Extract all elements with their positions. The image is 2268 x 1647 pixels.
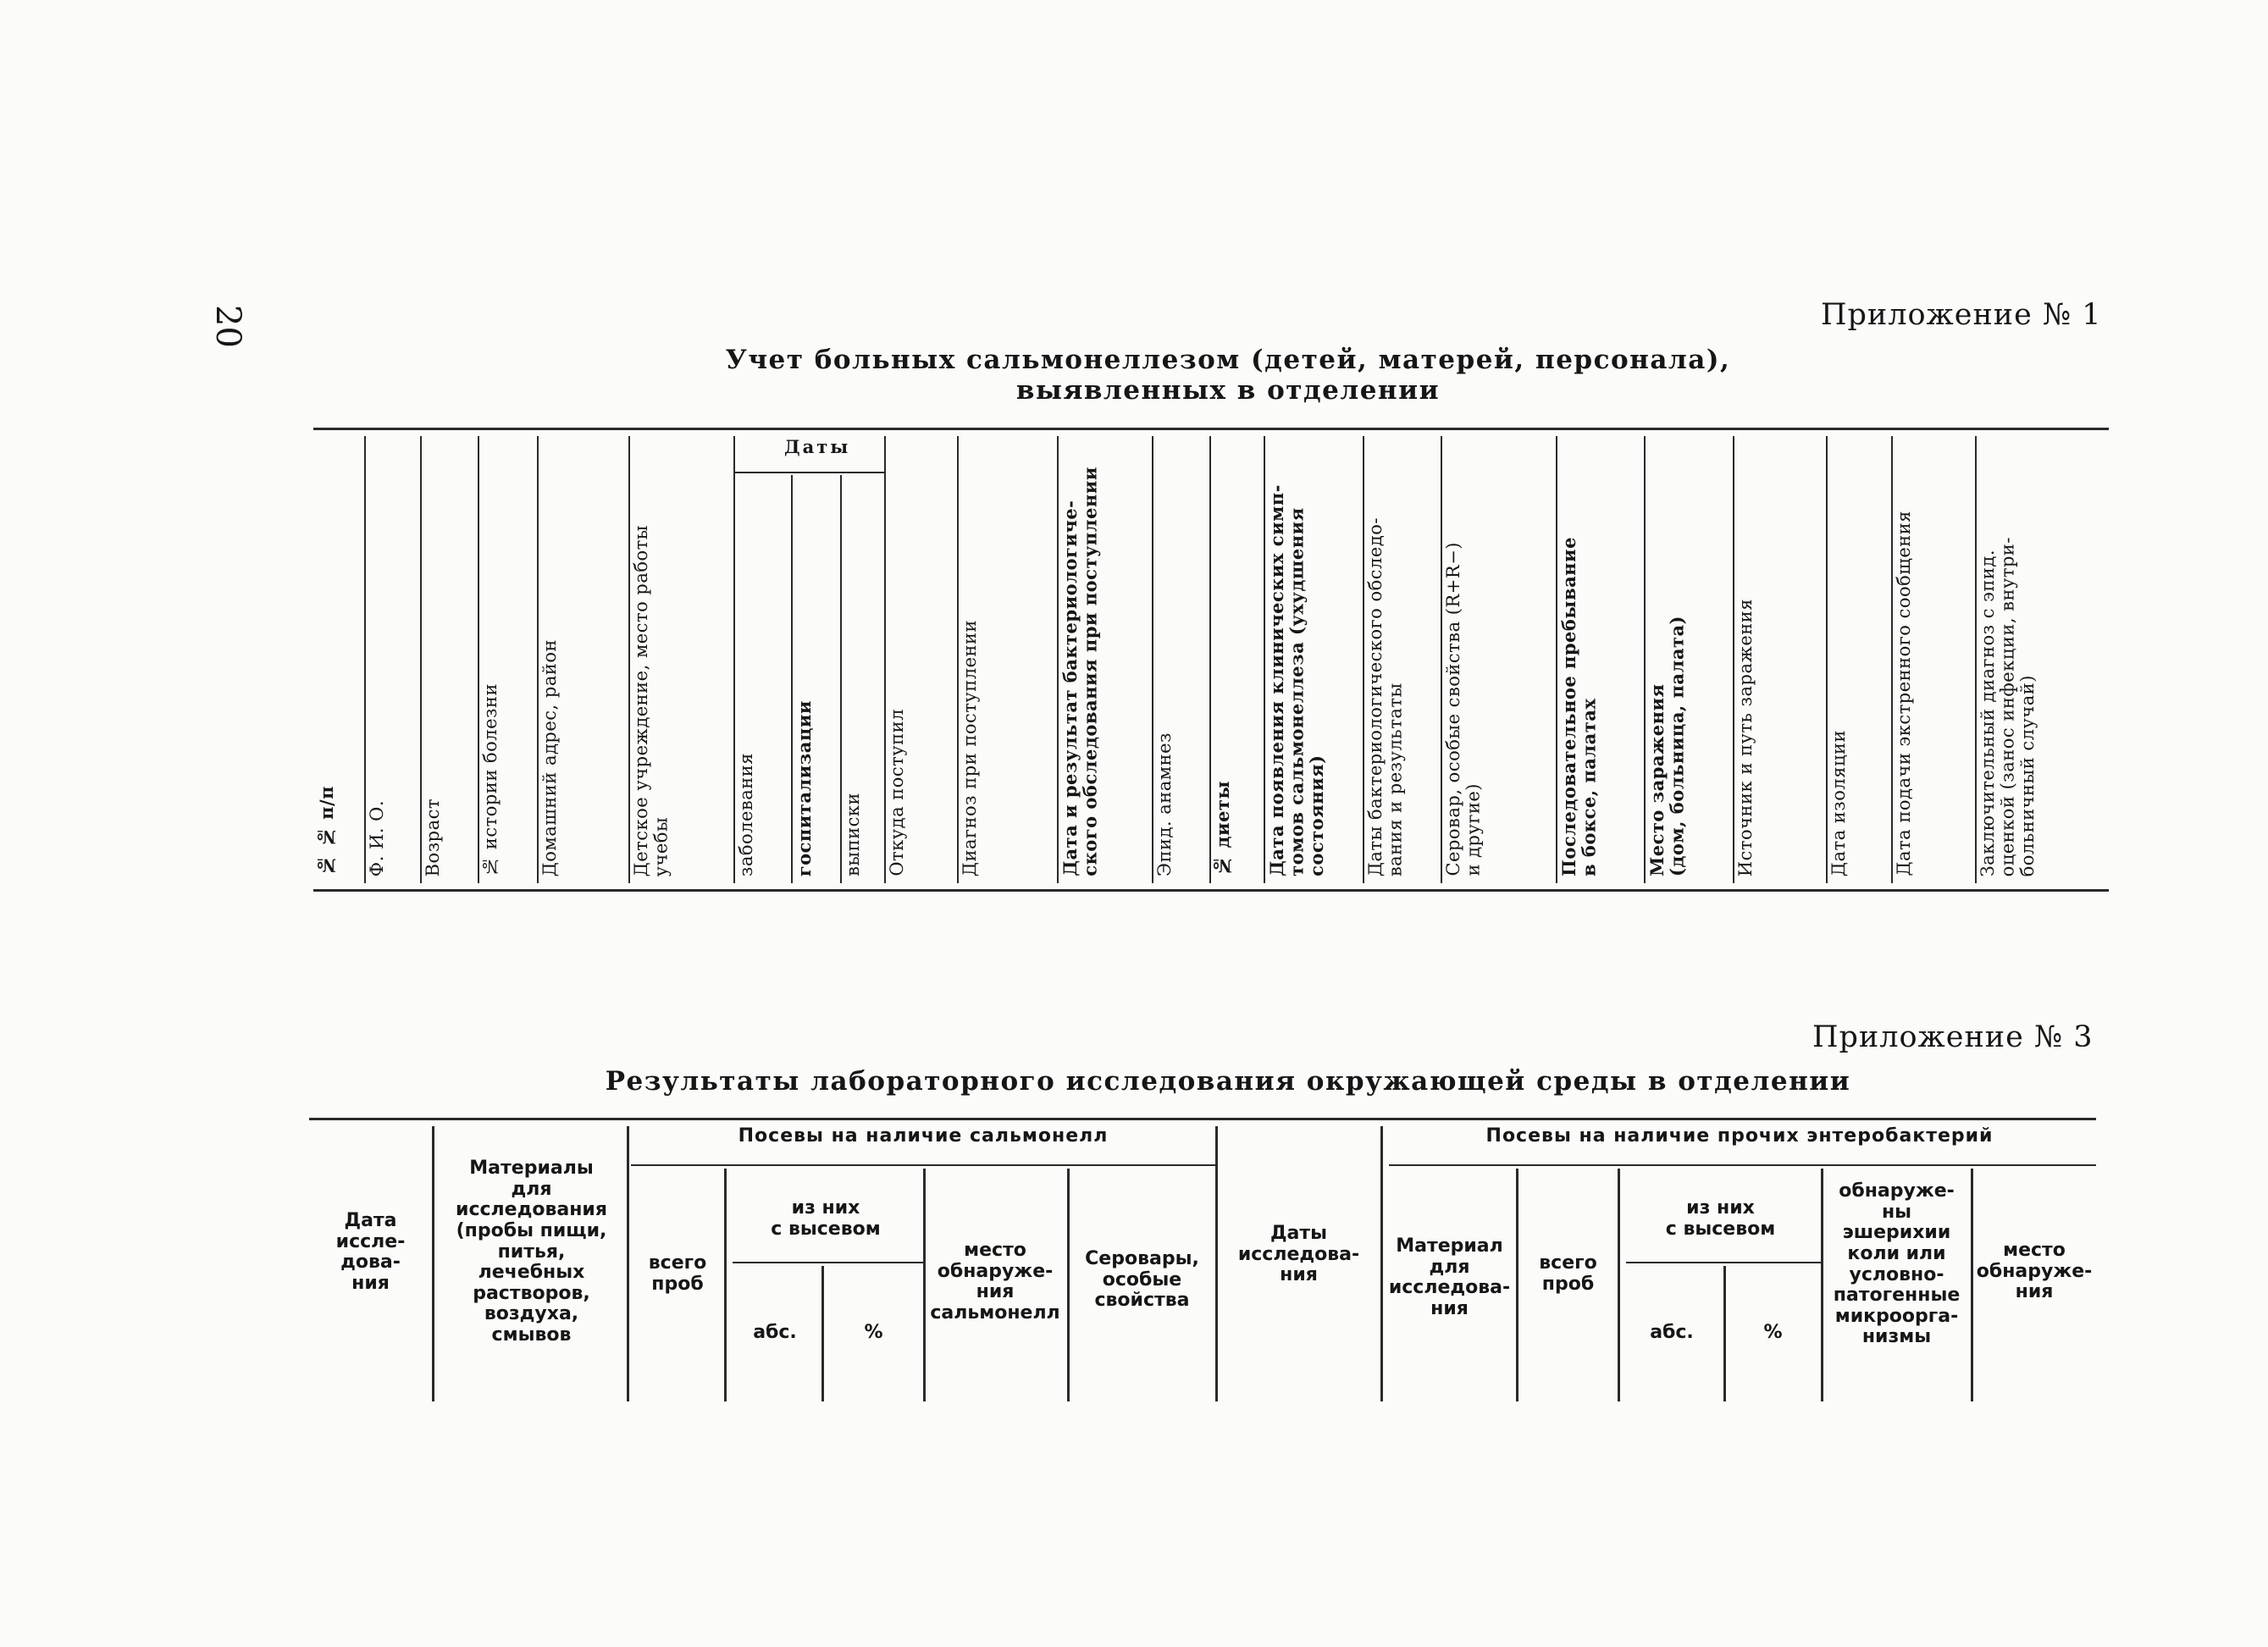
column-header-label: Откуда поступил <box>887 709 907 876</box>
column-header <box>1644 428 1733 885</box>
column-header <box>313 428 364 885</box>
column-header <box>1264 428 1363 885</box>
column-header-label: Место заражения (дом, больница, палата) <box>1646 615 1688 876</box>
column-header-label: Домашний адрес, район <box>539 638 560 876</box>
header-group-entero: Посевы на наличие прочих энтеробактерий <box>1485 1125 1994 1147</box>
appendix-3-title: Результаты лабораторного исследования окружающей среды в отделении <box>605 1066 1851 1097</box>
header-material-2: Материал для исследова- ния <box>1388 1235 1511 1319</box>
column-header-label: Ф. И. О. <box>367 799 387 876</box>
header-group-salmonella: Посевы на наличие сальмонелл <box>738 1125 1109 1147</box>
column-header <box>840 475 884 885</box>
appendix-1-label: Приложение № 1 <box>1821 298 2102 332</box>
column-header-label: госпитализации <box>794 699 815 876</box>
column-header-label: выписки <box>843 793 863 876</box>
table1-bottom-rule <box>313 889 2109 892</box>
table2-top-rule <box>309 1118 2096 1120</box>
column-header-label: № диеты <box>1212 781 1233 876</box>
header-of-them-1: из них с высевом <box>771 1197 881 1240</box>
col-divider <box>432 1126 434 1401</box>
header-of-them-2: из них с высевом <box>1665 1197 1776 1240</box>
column-header <box>364 428 420 885</box>
column-header-label: Дата изоляции <box>1828 729 1849 876</box>
column-header-label: Возраст <box>423 798 443 876</box>
column-header-label: Дата и результат бактериологиче- ского обследования при поступлении <box>1059 467 1101 876</box>
header-abs-2: абс. <box>1650 1322 1694 1343</box>
column-header-label: № № п/п <box>316 786 337 876</box>
column-header-label: Заключительный диагноз с эпид. оценкой (занос инфекции, внутри- больничный случай) <box>1978 536 2038 876</box>
column-header-label: Диагноз при поступлении <box>960 619 980 876</box>
column-header <box>1152 428 1209 885</box>
column-header <box>1891 428 1975 885</box>
header-ecoli: обнаруже- ны эшерихии коли или условно- патогенные микроорга- низмы <box>1833 1180 1961 1348</box>
col-divider <box>724 1169 727 1401</box>
column-header <box>884 428 957 885</box>
of-them-2-rule <box>1626 1262 1821 1263</box>
column-header <box>1826 428 1891 885</box>
column-header <box>1556 428 1644 885</box>
dates-group-rule <box>733 472 884 473</box>
column-header <box>478 428 537 885</box>
column-header-label: Дата подачи экстренного сообщения <box>1894 511 1914 876</box>
patients-table <box>313 428 2109 892</box>
header-materials: Материалы для исследования (пробы пищи, питья, лечебных растворов, воздуха, смывов <box>456 1158 607 1346</box>
appendix-1-title-line1: Учет больных сальмонеллезом (детей, матерей, персонала), <box>725 345 1731 375</box>
column-header-label: Последовательное пребывание в боксе, палатах <box>1558 537 1600 876</box>
column-header-label: № истории болезни <box>480 683 501 876</box>
col-divider <box>627 1126 629 1401</box>
column-header <box>537 428 628 885</box>
appendix-3-label: Приложение № 3 <box>1812 1020 2094 1054</box>
of-them-1-rule <box>733 1262 923 1263</box>
header-total-samples-2: всего проб <box>1539 1252 1597 1295</box>
column-header-label: заболевания <box>736 752 756 876</box>
header-pct-2: % <box>1763 1322 1783 1343</box>
entero-group-rule <box>1389 1164 2096 1166</box>
appendix-1-title <box>593 345 1863 406</box>
header-place-found-1: место обнаруже- ния сальмонелл <box>930 1240 1060 1324</box>
column-header-label: Эпид. анамнез <box>1154 732 1175 876</box>
column-header <box>1209 428 1264 885</box>
salmonella-group-rule <box>631 1164 1215 1166</box>
column-header <box>420 428 478 885</box>
column-header <box>1057 428 1152 885</box>
appendix-1-title-line2: выявленных в отделении <box>1015 374 1441 406</box>
header-place-found-2: место обнаруже- ния <box>1976 1240 2093 1303</box>
header-pct-1: % <box>864 1322 883 1343</box>
column-header <box>1363 428 1441 885</box>
column-header <box>733 475 791 885</box>
column-header-label: Источник и путь заражения <box>1735 598 1756 876</box>
column-header <box>1975 428 2109 885</box>
header-dates-study: Даты исследова- ния <box>1237 1223 1360 1286</box>
column-header-label: Даты бактериологического обследо- вания и результаты <box>1365 517 1406 876</box>
header-abs-1: абс. <box>753 1322 797 1343</box>
column-header <box>957 428 1057 885</box>
header-total-samples-1: всего проб <box>648 1252 707 1295</box>
column-header <box>1733 428 1826 885</box>
column-header <box>628 428 733 885</box>
column-header-label: Серовар, особые свойства (R+R−) и другие) <box>1443 542 1484 876</box>
header-date-study: Дата иссле- дова- ния <box>335 1210 406 1294</box>
column-header-label: Дата появления клинических симп- томов сальмонеллеза (ухудшения состояния) <box>1266 484 1328 876</box>
column-header <box>1441 428 1556 885</box>
column-header-label: Детское учреждение, место работы учебы <box>631 524 672 876</box>
column-header <box>791 475 840 885</box>
lab-results-table <box>309 1118 2096 1406</box>
page-number: 20 <box>208 305 247 348</box>
dates-group-label: Даты <box>784 436 851 457</box>
header-serovars: Серовары, особые свойства <box>1085 1248 1199 1312</box>
